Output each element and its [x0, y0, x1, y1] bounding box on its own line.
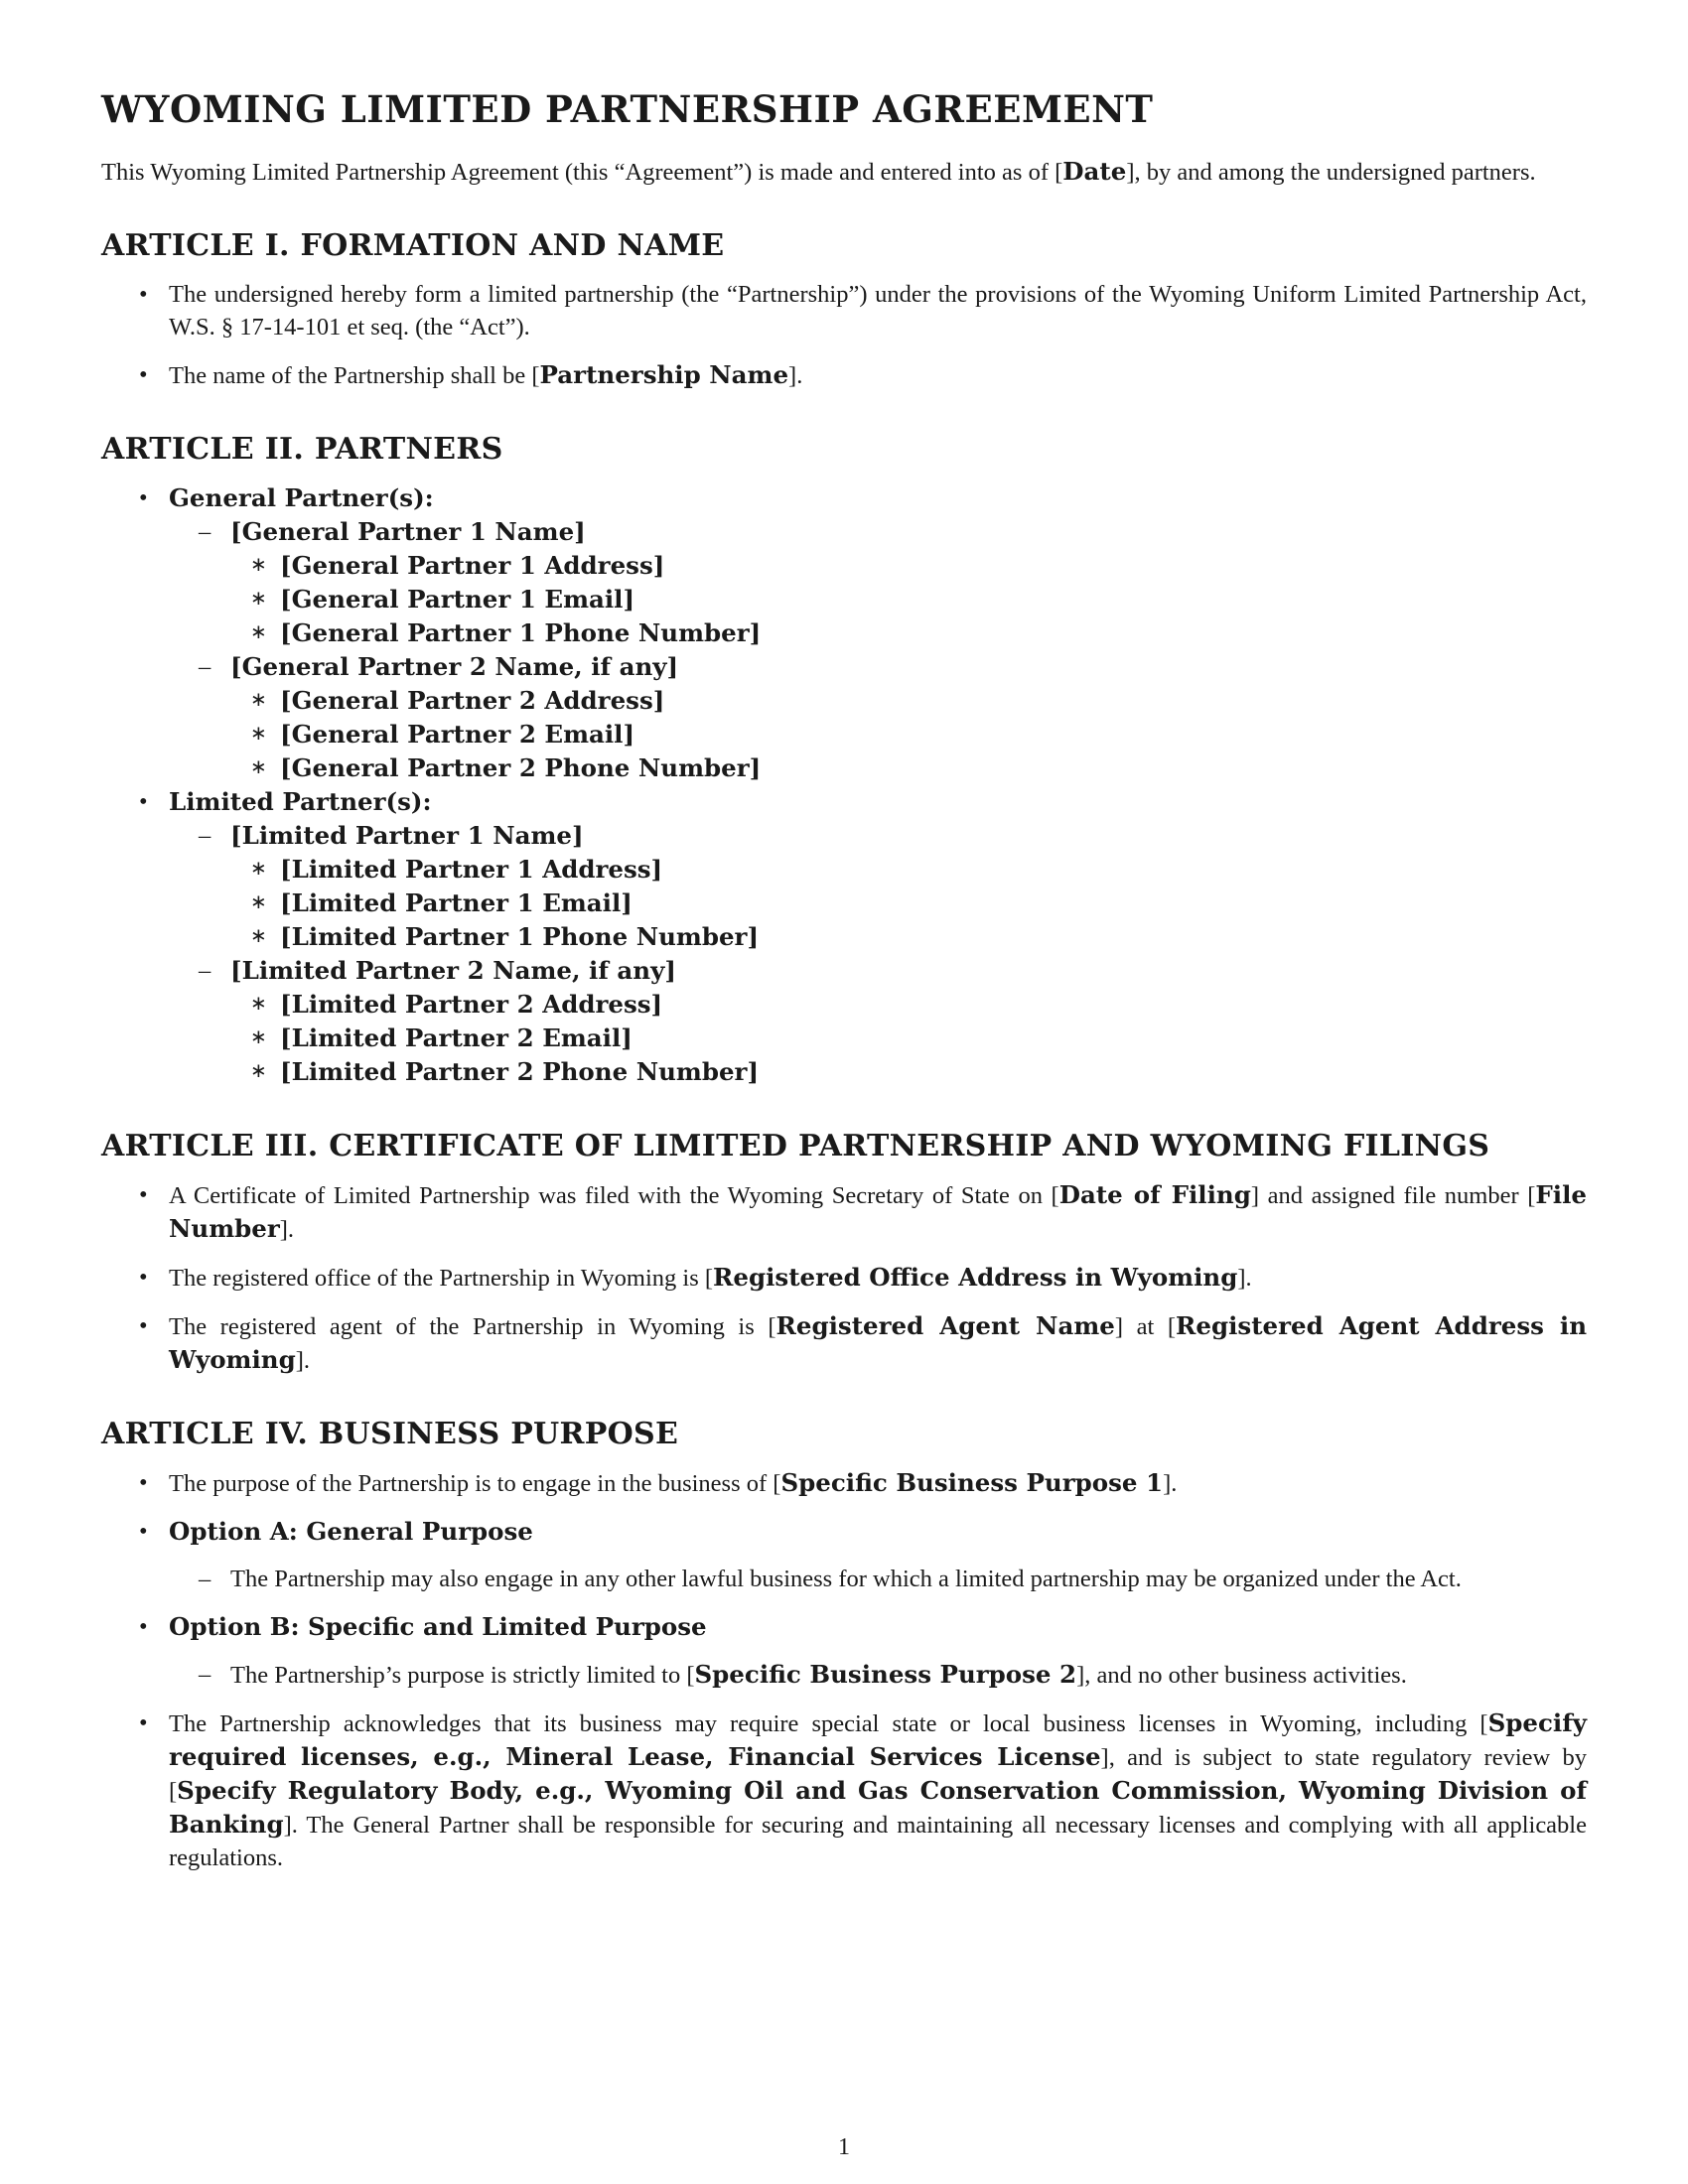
- limited-partner-2-email: [101, 1022, 1587, 1055]
- option-b-item: [101, 1610, 1587, 1692]
- registered-agent-address-placeholder: Registered Agent Address in Wyoming: [169, 1311, 1588, 1375]
- filing-text-b: ] and assigned file number [: [1250, 1182, 1536, 1210]
- general-partner-2-address-text: [General Partner 2 Address]: [280, 686, 665, 716]
- purpose-text-b: ].: [1163, 1470, 1178, 1498]
- option-a-sublist: [169, 1563, 1587, 1595]
- office-text-b: ].: [1237, 1265, 1252, 1293]
- registered-agent-name-placeholder: Registered Agent Name: [775, 1311, 1115, 1341]
- article-2-heading: ARTICLE II. PARTNERS: [101, 432, 503, 468]
- purpose-text-a: The purpose of the Partnership is to engage in the business of [: [169, 1470, 781, 1498]
- general-partner-1-address: [101, 549, 1587, 583]
- page-number: 1: [838, 2134, 850, 2160]
- limited-partner-2-phone: [101, 1055, 1587, 1089]
- general-partner-2-name-text: [General Partner 2 Name, if any]: [230, 652, 679, 682]
- general-partner-1-phone-text: [General Partner 1 Phone Number]: [280, 618, 762, 648]
- limited-partner-1-phone: [101, 920, 1587, 954]
- agent-text-c: ].: [295, 1347, 311, 1375]
- article-3-heading: ARTICLE III. CERTIFICATE OF LIMITED PARTNERSHIP AND WYOMING FILINGS: [101, 1129, 1490, 1164]
- article-4-list: [101, 1466, 1587, 1874]
- general-partner-1-address-text: [General Partner 1 Address]: [280, 551, 665, 581]
- limited-partner-1-name-text: [Limited Partner 1 Name]: [230, 821, 584, 851]
- article-4-heading: ARTICLE IV. BUSINESS PURPOSE: [101, 1417, 679, 1452]
- file-number-placeholder: File Number: [169, 1180, 1587, 1244]
- option-a-text: – The Partnership may also engage in any other lawful business for which a limited partnership may be organized under the Act.: [101, 1563, 1587, 1595]
- limited-partner-1-address-text: [Limited Partner 1 Address]: [280, 855, 663, 885]
- general-partner-2-name: [101, 650, 1587, 684]
- intro-text-start: This Wyoming Limited Partnership Agreement (this “Agreement”) is made and entered into as of [: [101, 159, 1063, 187]
- option-b-text-b: ], and no other business activities.: [1076, 1662, 1407, 1690]
- article-1-item-formation: • The undersigned hereby form a limited partnership (the “Partnership”) under the provisions of the Wyoming Uniform Limited Partnership Act, W.S. § 17-14-101 et seq. (the “Act”).: [101, 278, 1587, 343]
- general-partner-2-phone-text: [General Partner 2 Phone Number]: [280, 753, 762, 783]
- business-purpose-item: [101, 1466, 1587, 1500]
- agent-text-a: The registered agent of the Partnership in Wyoming is [: [169, 1313, 776, 1341]
- limited-partner-1-email: [101, 887, 1587, 920]
- general-partners-label: General Partner(s):: [169, 483, 434, 513]
- general-partner-1-email-text: [General Partner 1 Email]: [280, 585, 635, 614]
- option-b-sublist: [169, 1658, 1587, 1692]
- document-title: WYOMING LIMITED PARTNERSHIP AGREEMENT: [101, 87, 1154, 131]
- limited-partner-1-phone-text: [Limited Partner 1 Phone Number]: [280, 922, 760, 952]
- registered-office-item: [101, 1261, 1587, 1295]
- licenses-text-c: ]. The General Partner shall be responsible for securing and maintaining all necessary licenses and complying with all applicable regulations.: [169, 1812, 1587, 1872]
- limited-partners-group: [101, 785, 1587, 819]
- limited-partner-2-phone-text: [Limited Partner 2 Phone Number]: [280, 1057, 760, 1087]
- limited-partner-2-name-text: [Limited Partner 2 Name, if any]: [230, 956, 676, 986]
- licenses-text-b: ], and is subject to state regulatory review by [: [169, 1744, 1587, 1806]
- limited-partner-2-address-text: [Limited Partner 2 Address]: [280, 990, 663, 1020]
- partners-list: [101, 481, 1587, 1089]
- general-partner-2-phone: [101, 751, 1587, 785]
- limited-partners-label: Limited Partner(s):: [169, 787, 432, 817]
- limited-partner-2-name: [101, 954, 1587, 988]
- general-partner-1-name: [101, 515, 1587, 549]
- licenses-text-a: The Partnership acknowledges that its business may require special state or local business licenses in Wyoming, including [: [169, 1710, 1488, 1738]
- general-partner-2-address: [101, 684, 1587, 718]
- filing-text-c: ].: [279, 1216, 295, 1244]
- limited-partner-1-address: [101, 853, 1587, 887]
- article-1-list: [101, 278, 1587, 392]
- article-3-list: [101, 1178, 1587, 1377]
- office-text-a: The registered office of the Partnership in Wyoming is [: [169, 1265, 714, 1293]
- filing-text-a: A Certificate of Limited Partnership was filed with the Wyoming Secretary of State on [: [169, 1182, 1059, 1210]
- option-b-label: Option B: Specific and Limited Purpose: [169, 1612, 707, 1642]
- business-purpose-1-placeholder: Specific Business Purpose 1: [780, 1468, 1164, 1498]
- general-partner-1-phone: [101, 616, 1587, 650]
- business-purpose-2-placeholder: Specific Business Purpose 2: [694, 1660, 1077, 1690]
- general-partner-1-name-text: [General Partner 1 Name]: [230, 517, 586, 547]
- general-partner-2-email: [101, 718, 1587, 751]
- date-of-filing-placeholder: Date of Filing: [1058, 1180, 1251, 1210]
- required-licenses-placeholder: Specify required licenses, e.g., Mineral Lease, Financial Services License: [169, 1708, 1587, 1772]
- general-partners-group: [101, 481, 1587, 515]
- limited-partner-1-name: [101, 819, 1587, 853]
- limited-partner-2-email-text: [Limited Partner 2 Email]: [280, 1024, 633, 1053]
- partnership-name-placeholder: Partnership Name: [539, 360, 789, 390]
- option-a-item: [101, 1515, 1587, 1595]
- option-b-text: [101, 1658, 1587, 1692]
- registered-office-placeholder: Registered Office Address in Wyoming: [713, 1263, 1238, 1293]
- article-1-item-name: [101, 358, 1587, 392]
- general-partner-1-email: [101, 583, 1587, 616]
- option-b-text-a: The Partnership’s purpose is strictly limited to [: [230, 1662, 695, 1690]
- intro-paragraph: [101, 155, 1587, 189]
- intro-text-end: ], by and among the undersigned partners.: [1126, 159, 1536, 187]
- registered-agent-item: [101, 1309, 1587, 1377]
- licenses-item: [101, 1706, 1587, 1874]
- limited-partner-2-address: [101, 988, 1587, 1022]
- general-partner-2-email-text: [General Partner 2 Email]: [280, 720, 635, 750]
- certificate-filing-item: [101, 1178, 1587, 1246]
- regulatory-body-placeholder: Specify Regulatory Body, e.g., Wyoming Oil and Gas Conservation Commission, Wyoming Division of Banking: [169, 1776, 1587, 1840]
- article-1-heading: ARTICLE I. FORMATION AND NAME: [101, 228, 725, 264]
- article-1-item-name-text: The name of the Partnership shall be [: [169, 362, 540, 390]
- document-page: [101, 87, 1587, 1889]
- option-a-label: Option A: General Purpose: [169, 1517, 533, 1547]
- date-placeholder: Date: [1062, 157, 1127, 187]
- article-1-item-name-end: ].: [788, 362, 803, 390]
- limited-partner-1-email-text: [Limited Partner 1 Email]: [280, 888, 633, 918]
- agent-text-b: ] at [: [1114, 1313, 1177, 1341]
